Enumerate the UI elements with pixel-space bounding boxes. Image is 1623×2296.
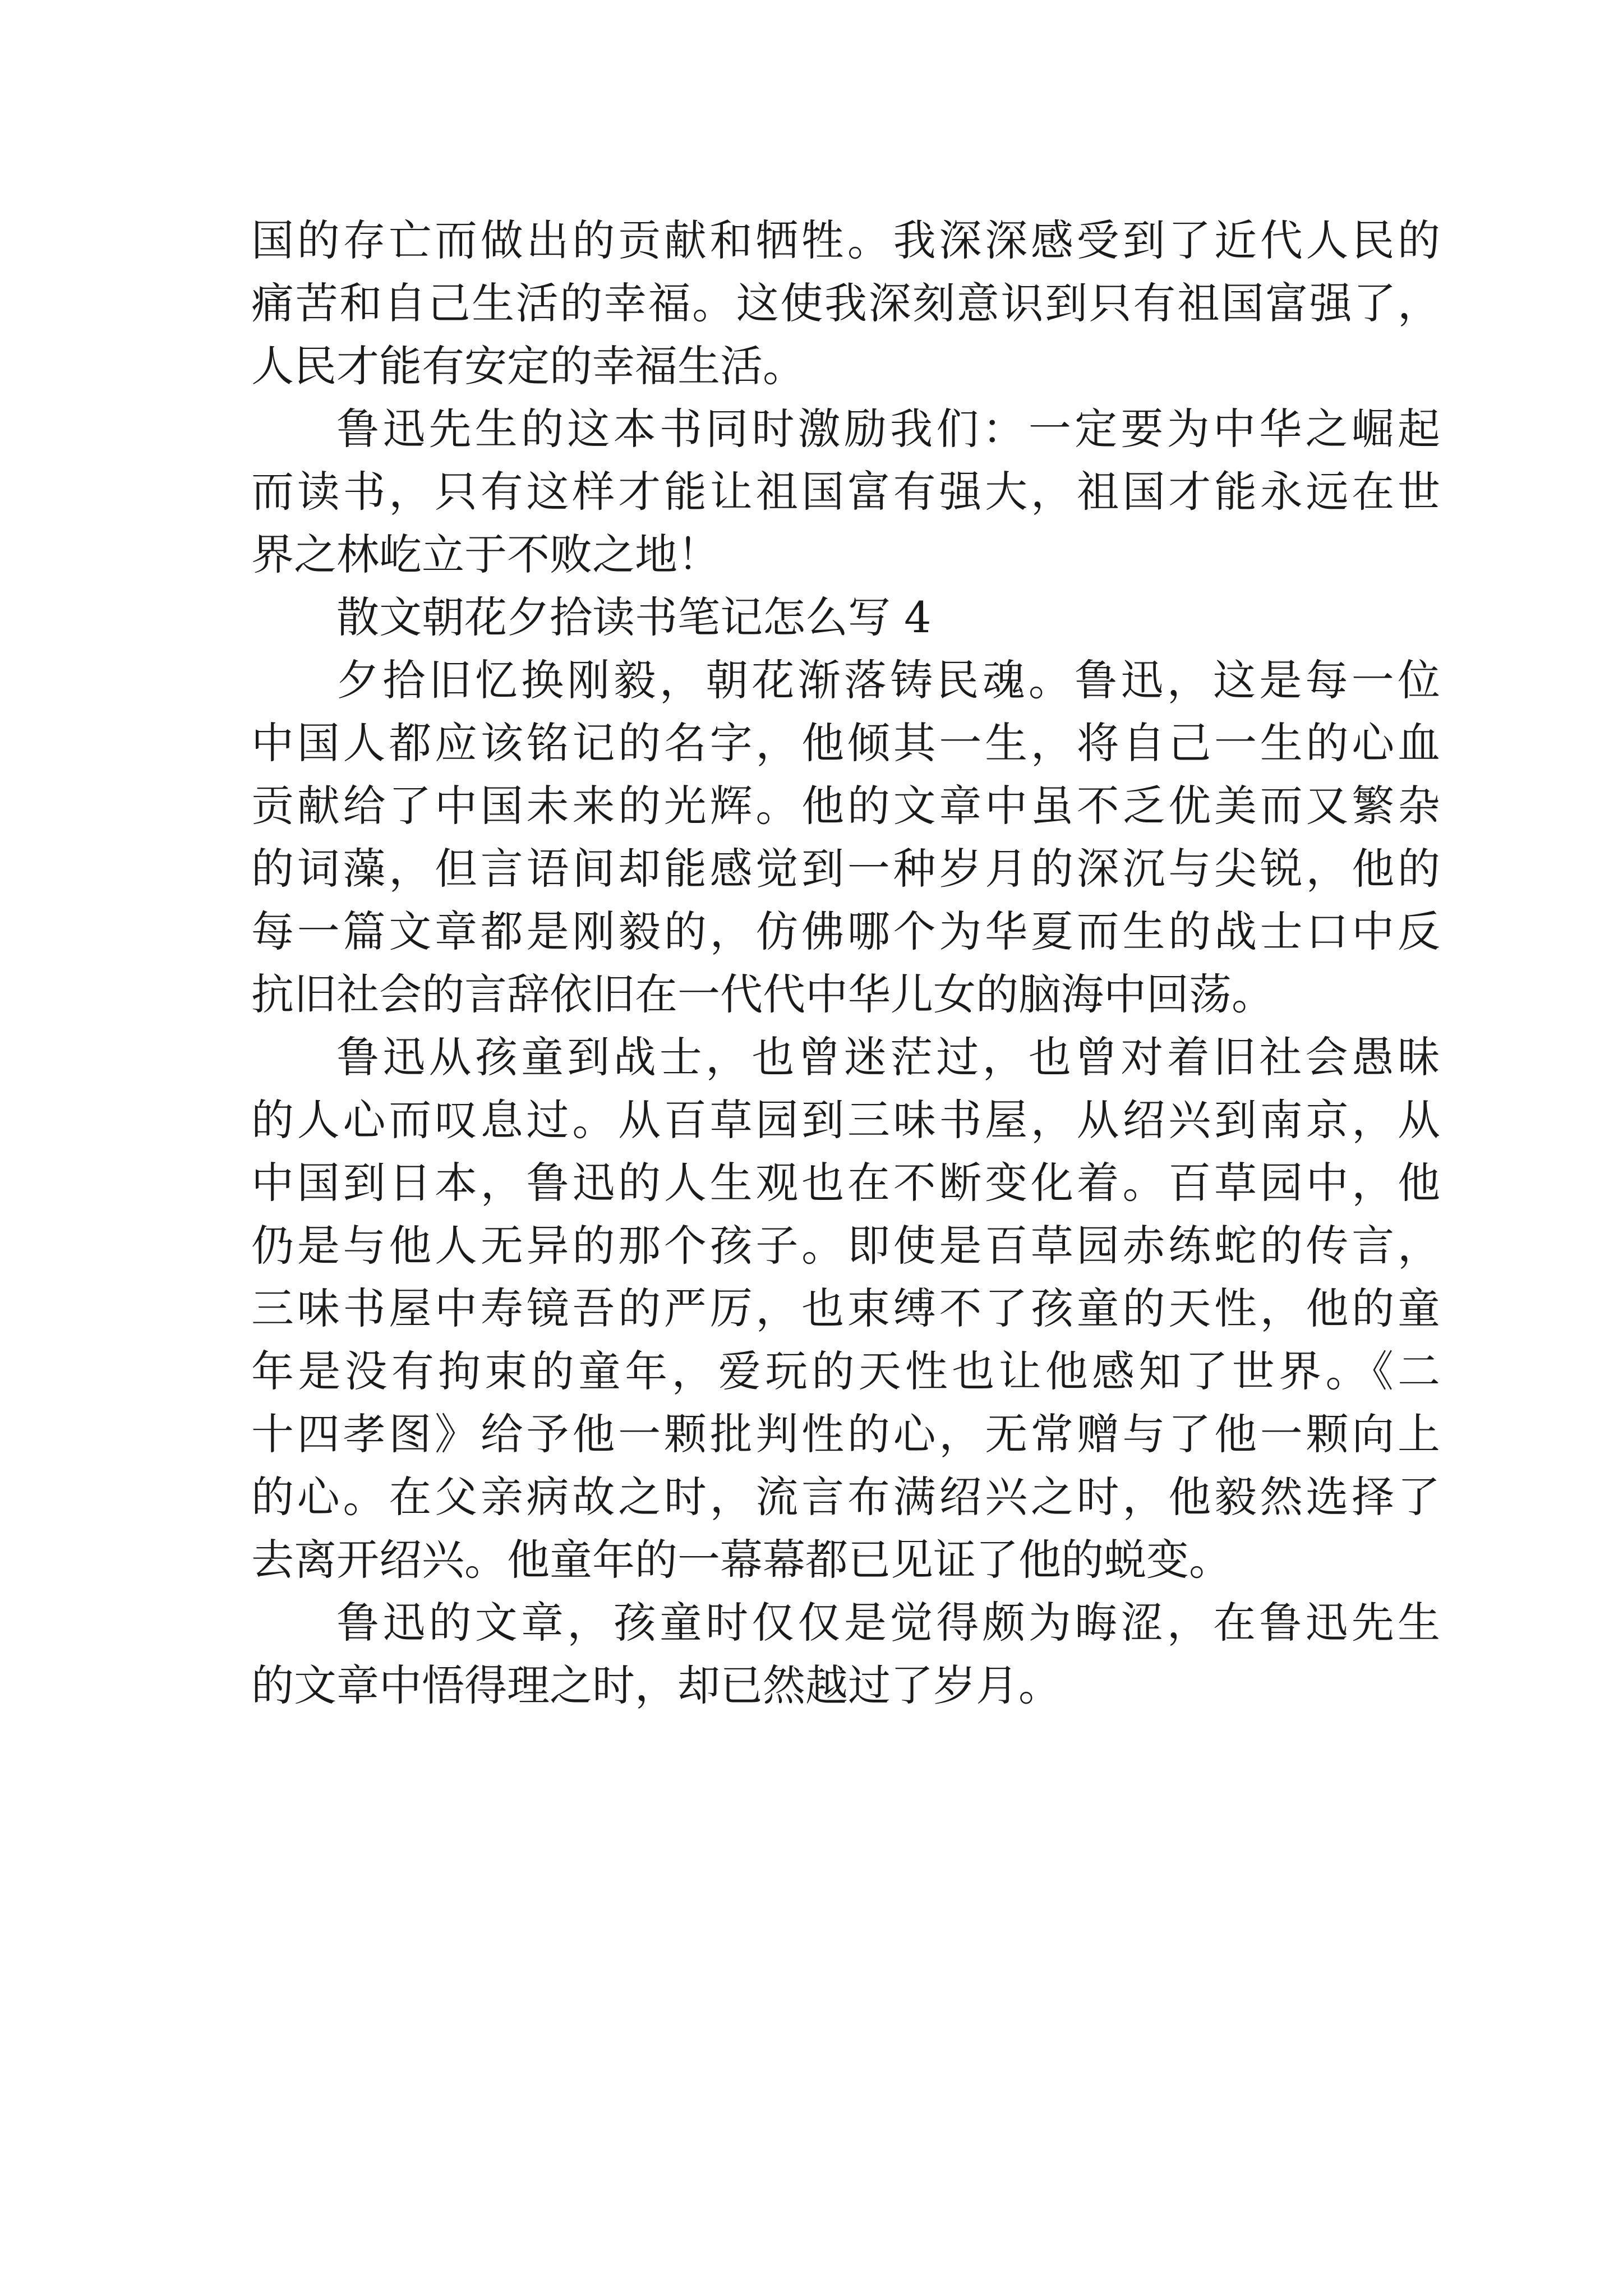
paragraph-line: 每一篇文章都是刚毅的，仿佛哪个为华夏而生的战士口中反: [251, 907, 1440, 956]
paragraph-line: 的文章中悟得理之时，却已然越过了岁月。: [251, 1660, 1061, 1710]
paragraph-line: 人民才能有安定的幸福生活。: [251, 341, 805, 391]
document-body: [251, 209, 1440, 1717]
paragraph-line: 中国人都应该铭记的名字，他倾其一生，将自己一生的心血: [251, 718, 1440, 768]
paragraph-line: 的词藻，但言语间却能感觉到一种岁月的深沉与尖锐，他的: [251, 844, 1440, 894]
paragraph-line: 贡献给了中国未来的光辉。他的文章中虽不乏优美而又繁杂: [251, 781, 1440, 831]
paragraph-line: 仍是与他人无异的那个孩子。即使是百草园赤练蛇的传言，: [251, 1221, 1440, 1271]
paragraph-line: 去离开绍兴。他童年的一幕幕都已见证了他的蜕变。: [251, 1535, 1232, 1585]
paragraph-line: 鲁迅的文章，孩童时仅仅是觉得颇为晦涩，在鲁迅先生: [336, 1598, 1440, 1648]
paragraph-line: 国的存亡而做出的贡献和牺牲。我深深感受到了近代人民的: [251, 215, 1440, 265]
paragraph-line: 的心。在父亲病故之时，流言布满绍兴之时，他毅然选择了: [251, 1472, 1440, 1522]
paragraph-line: 夕拾旧忆换刚毅，朝花渐落铸民魂。鲁迅，这是每一位: [336, 655, 1440, 705]
paragraph-line: 鲁迅从孩童到战士，也曾迷茫过，也曾对着旧社会愚昧: [336, 1032, 1440, 1082]
paragraph-line: 抗旧社会的言辞依旧在一代代中华儿女的脑海中回荡。: [251, 969, 1274, 1019]
paragraph-line: 痛苦和自己生活的幸福。这使我深刻意识到只有祖国富强了，: [251, 278, 1440, 328]
paragraph-line: 的人心而叹息过。从百草园到三味书屋，从绍兴到南京，从: [251, 1095, 1440, 1145]
paragraph-line: 三味书屋中寿镜吾的严厉，也束缚不了孩童的天性，他的童: [251, 1283, 1440, 1333]
paragraph-line: 十四孝图》给予他一颗批判性的心，无常赠与了他一颗向上: [251, 1409, 1440, 1459]
paragraph-line: 鲁迅先生的这本书同时激励我们：一定要为中华之崛起: [336, 404, 1440, 454]
paragraph-line: 界之林屹立于不败之地！: [251, 530, 720, 579]
section-heading: 散文朝花夕拾读书笔记怎么写 4: [336, 592, 932, 642]
paragraph-line: 而读书，只有这样才能让祖国富有强大，祖国才能永远在世: [251, 467, 1440, 517]
paragraph-line: 中国到日本，鲁迅的人生观也在不断变化着。百草园中，他: [251, 1158, 1440, 1208]
paragraph-line: 年是没有拘束的童年，爱玩的天性也让他感知了世界。《二: [251, 1346, 1440, 1396]
